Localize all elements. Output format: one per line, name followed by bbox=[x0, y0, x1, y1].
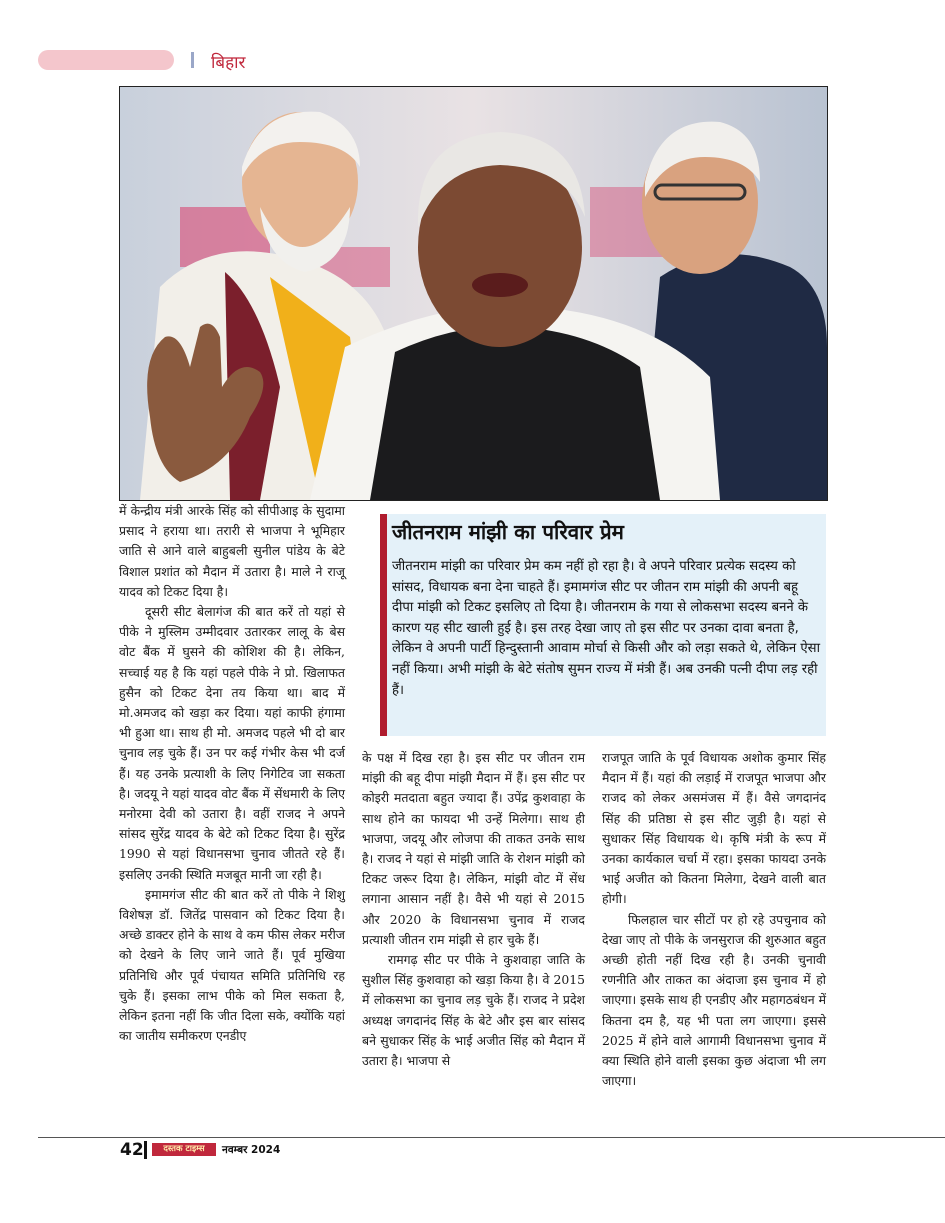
boxout-body: जीतनराम मांझी का परिवार प्रेम कम नहीं हो रहा है। वे अपने परिवार प्रत्येक सदस्य को सांसद, विधायक बना देना चाहते हैं। इमामगंज सीट पर जीतन राम मांझी की अपनी बहू दीपा मांझी को टिकट इसलिए तो दिया है। जीतनराम के गया से लोकसभा सदस्य बनने के कारण यह सीट खाली हुई है। इस तरह देखा जाए तो इस सीट पर उनका दावा बनता है, लेकिन वे अपनी पार्टी हिन्दुस्तानी आवाम मोर्चा से किसी और को लड़ा सकते थे, लेकिन ऐसा नहीं किया। अभी मांझी के बेटे संतोष सुमन राज्य में मंत्री हैं। अब उनकी पत्नी दीपा लड़ रही हैं। bbox=[392, 559, 821, 698]
issue-date: नवम्बर 2024 bbox=[222, 1144, 281, 1156]
paragraph: में केन्द्रीय मंत्री आरके सिंह को सीपीआइ के सुदामा प्रसाद ने हराया था। तरारी से भाजपा ने भूमिहार जाति से आने वाले बाहुबली सुनील पांडेय के बेटे विशाल प्रशांत को मैदान में उतारा है। माले ने राजू यादव को टिकट दिया है। bbox=[119, 503, 345, 599]
paragraph: के पक्ष में दिख रहा है। इस सीट पर जीतन राम मांझी की बहू दीपा मांझी मैदान में हैं। इस सीट पर कोइरी मतदाता बहुत ज्यादा हैं। उपेंद्र कुशवाहा के साथ होने का फायदा भी उन्हें मिलेगा। साथ ही भाजपा, जदयू और लोजपा की ताकत उनके साथ है। राजद ने यहां से मांझी जाति के रोशन मांझी को टिकट जरूर दिया है। लेकिन, मांझी वोट में सेंध लगाना आसान नहीं है। वैसे भी यहां से 2015 और 2020 के विधानसभा चुनाव में राजद प्रत्याशी जीतन राम मांझी से हार चुके हैं। bbox=[362, 750, 585, 947]
paragraph: दूसरी सीट बेलागंज की बात करें तो यहां से पीके ने मुस्लिम उम्मीदवार उतारकर लालू के बेस वोट बैंक में घुसने की कोशिश की है। लेकिन, सच्चाई यह है कि यहां पहले पीके ने प्रो. खिलाफत हुसैन को टिकट देना तय किया था। बाद में मो.अमजद को खड़ा कर दिया। यहां काफी हंगामा भी हुआ था। साथ ही मो. अमजद पहले भी दो बार चुनाव लड़ चुके हैं। उन पर कई गंभीर केस भी दर्ज हैं। यह उनके प्रत्याशी के लिए निगेटिव जा सकता है। जदयू ने यहां यादव वोट बैंक में सेंधमारी के लिए मनोरमा देवी को उतारा है। वहीं राजद ने अपने सांसद सुरेंद्र यादव के बेटे को टिकट दिया है। सुरेंद्र 1990 से यहां विधानसभा चुनाव जीतते रहे हैं। इसलिए उनकी स्थिति मजबूत मानी जा रही है। bbox=[119, 604, 345, 882]
paragraph: रामगढ़ सीट पर पीके ने कुशवाहा जाति के सुशील सिंह कुशवाहा को खड़ा किया है। वे 2015 में लोकसभा का चुनाव लड़ चुके हैं। राजद ने प्रदेश अध्यक्ष जगदानंद सिंह के बेटे और इस बार सांसद बने सुधाकर सिंह के भाई अजीत सिंह को मैदान में उतारा है। भाजपा से bbox=[362, 952, 585, 1069]
paragraph: राजपूत जाति के पूर्व विधायक अशोक कुमार सिंह मैदान में हैं। यहां की लड़ाई में राजपूत भाजपा और राजद को लेकर असमंजस में हैं। वैसे जगदानंद सिंह की प्रतिष्ठा से इस सीट जुड़ी है। यहां से सुधाकर सिंह विधायक थे। कृषि मंत्री के रूप में उनका कार्यकाल चर्चा में रहा। इसका फायदा उनके भाई अजीत को कितना मिलेगा, देखने वाली बात होगी। bbox=[602, 750, 826, 907]
section-divider bbox=[191, 52, 194, 68]
page-number: 42 bbox=[120, 1140, 144, 1160]
lead-photo bbox=[119, 86, 828, 501]
footer-divider bbox=[144, 1141, 147, 1159]
section-tab-decoration bbox=[38, 50, 174, 70]
paragraph: इमामगंज सीट की बात करें तो पीके ने शिशु विशेषज्ञ डॉ. जितेंद्र पासवान को टिकट दिया है। अच्छे डाक्टर होने के साथ वे कम फीस लेकर मरीज को देखने के लिए जाने जाते हैं। पूर्व मुखिया प्रतिनिधि और पूर्व पंचायत समिति प्रतिनिधि रह चुके हैं। इसका लाभ पीके को मिल सकता है, लेकिन इतना नहीं कि जीत दिला सके, क्योंकि यहां का जातीय समीकरण एनडीए bbox=[119, 886, 345, 1044]
article-column-1 bbox=[119, 501, 345, 1046]
boxout-accent-stripe bbox=[380, 514, 387, 736]
section-title: बिहार bbox=[211, 53, 246, 73]
article-column-2 bbox=[362, 748, 585, 1071]
boxout-title: जीतनराम मांझी का परिवार प्रेम bbox=[392, 520, 624, 544]
paragraph: फिलहाल चार सीटों पर हो रहे उपचुनाव को देखा जाए तो पीके के जनसुराज की शुरुआत बहुत अच्छी होती नहीं दिख रही है। उनकी चुनावी रणनीति और ताकत का अंदाजा इस चुनाव में हो जाएगा। इसके साथ ही एनडीए और महागठबंधन में कितना दम है, यह भी पता लग जाएगा। इससे 2025 में होने वाले आगामी विधानसभा चुनाव में क्या स्थिति होने वाली इसका कुछ अंदाजा भी लग जाएगा। bbox=[602, 911, 826, 1089]
sidebar-boxout bbox=[380, 514, 826, 736]
footer-rule bbox=[38, 1137, 945, 1138]
photo-illustration bbox=[120, 87, 827, 500]
article-column-3 bbox=[602, 748, 826, 1091]
publication-logo: दस्तक टाइम्स bbox=[152, 1143, 216, 1156]
